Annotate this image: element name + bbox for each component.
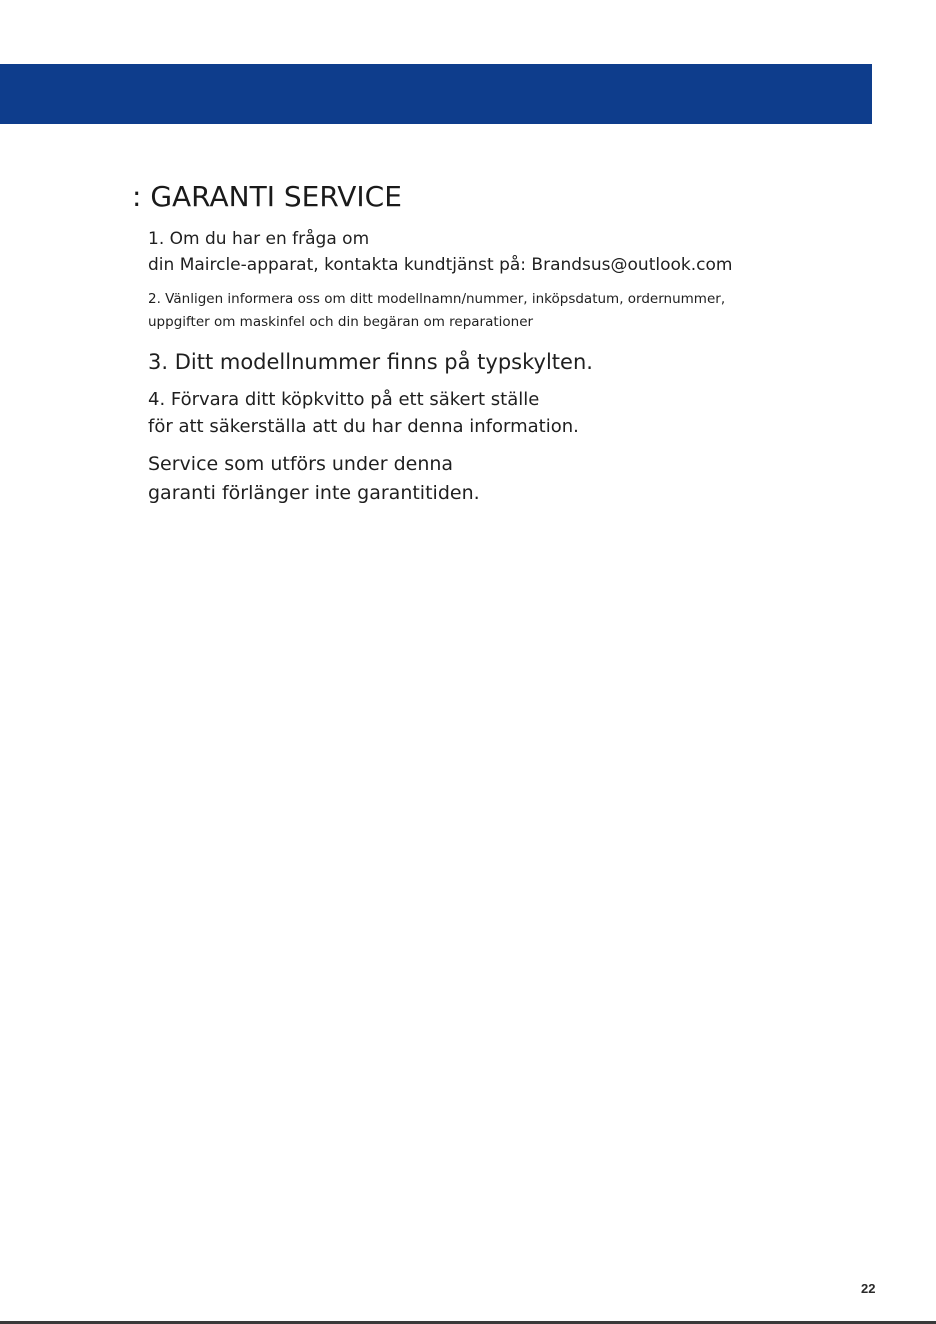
item-1-line-1: 1. Om du har en fråga om [148, 229, 370, 249]
page-number: 22 [861, 1281, 876, 1296]
item-1-line-2: din Maircle-apparat, kontakta kundtjänst på: Brandsus@outlook.com [148, 255, 733, 275]
item-3: 3. Ditt modellnummer finns på typskylten. [148, 350, 593, 374]
note-line-2: garanti förlänger inte garantitiden. [148, 482, 480, 504]
item-2-line-1: 2. Vänligen informera oss om ditt modellnamn/nummer, inköpsdatum, ordernummer, [148, 291, 726, 307]
header-band [0, 64, 872, 124]
item-4-line-1: 4. Förvara ditt köpkvitto på ett säkert ställe [148, 389, 540, 410]
note-line-1: Service som utförs under denna [148, 453, 454, 475]
item-4-line-2: för att säkerställa att du har denna information. [148, 416, 579, 437]
item-2-line-2: uppgifter om maskinfel och din begäran om reparationer [148, 314, 534, 330]
section-title: : GARANTI SERVICE [132, 180, 402, 213]
